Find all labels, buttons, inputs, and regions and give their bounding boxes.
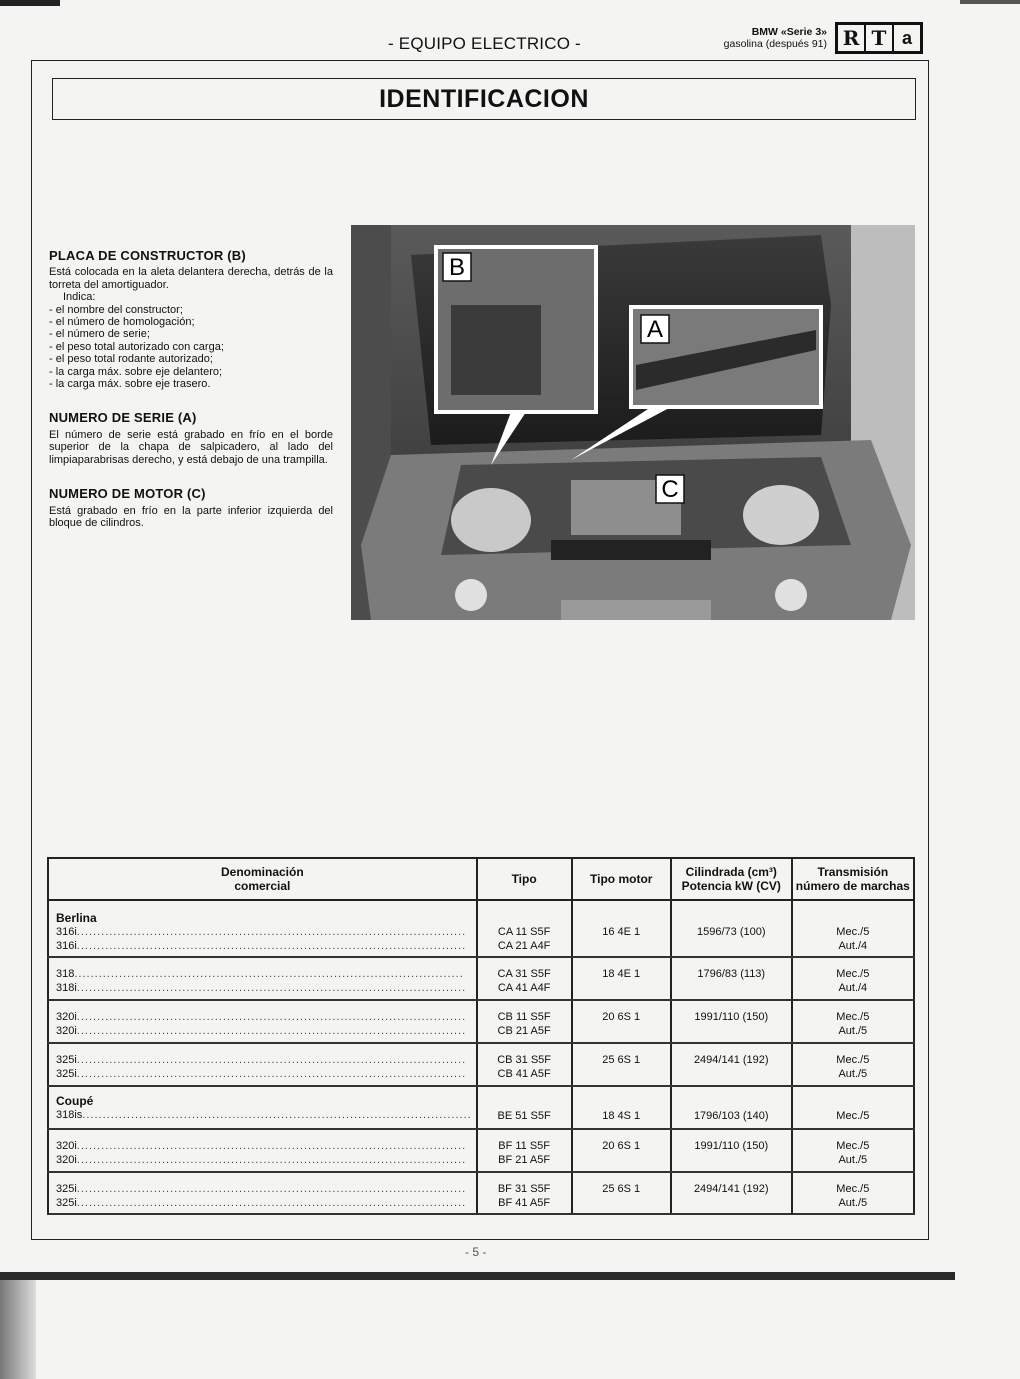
section-paragraph: El número de serie está grabado en frío en el borde superior de la chapa de salpicadero, al lado del limpiaparabrisas derecho, y está debajo de una trampilla. xyxy=(49,428,333,466)
page-number: - 5 - xyxy=(465,1245,487,1259)
scan-edge-top xyxy=(0,0,60,6)
indica-label: Indica: xyxy=(63,291,96,304)
photo-label-b: B xyxy=(448,254,466,281)
table-row: 325i ..... 325i ..... BF 31 S5F BF 41 A5F 25 6S 1 2494/141 (192) Mec./5 Aut./5 xyxy=(48,1172,914,1214)
photo-label-a: A xyxy=(646,316,664,343)
section-heading: NUMERO DE SERIE (A) xyxy=(49,410,197,426)
col-header: Denominación comercial xyxy=(48,858,477,900)
section-heading: NUMERO DE MOTOR (C) xyxy=(49,486,206,502)
logo-letter: R xyxy=(838,25,866,51)
model-label xyxy=(685,26,827,50)
table-header-row xyxy=(48,858,914,900)
group-title: Berlina xyxy=(56,911,97,925)
model-title: BMW «Serie 3» xyxy=(751,26,827,38)
identification-table-wrap xyxy=(47,857,915,1211)
logo-letter: a xyxy=(901,27,912,48)
photo-label-c: C xyxy=(661,476,679,503)
col-header: Cilindrada (cm³) Potencia kW (CV) xyxy=(671,858,792,900)
table-row: 320i ..... 320i ..... BF 11 S5F BF 21 A5F 20 6S 1 1991/110 (150) Mec./5 Aut./5 xyxy=(48,1129,914,1172)
model-subtitle: gasolina (después 91) xyxy=(723,38,827,50)
table-row: 325i ..... 325i ..... CB 31 S5F CB 41 A5F 25 6S 1 2494/141 (192) Mec./5 Aut./5 xyxy=(48,1043,914,1086)
table-row: Coupé 318is ..... BE 51 S5F 18 4S 1 1796/103 (140) Mec./5 xyxy=(48,1086,914,1129)
section-header: - EQUIPO ELECTRICO - xyxy=(388,34,581,53)
list-item: - el peso total autorizado con carga; xyxy=(49,340,224,353)
scan-edge-bottom xyxy=(0,1272,955,1280)
list-item: - el número de serie; xyxy=(49,328,150,341)
list-item: - la carga máx. sobre eje delantero; xyxy=(49,365,223,378)
engine-bay-photo xyxy=(351,225,915,620)
section-heading: PLACA DE CONSTRUCTOR (B) xyxy=(49,248,246,263)
group-title: Coupé xyxy=(56,1094,94,1108)
list-item: - el número de homologación; xyxy=(49,316,195,329)
list-item: - el nombre del constructor; xyxy=(49,303,183,316)
table-row: 318 ..... 318i ..... CA 31 S5F CA 41 A4F 18 4E 1 1796/83 (113) Mec./5 Aut./4 xyxy=(48,957,914,1000)
placa-list xyxy=(49,304,333,391)
col-header: Tipo xyxy=(477,858,572,900)
section-serie xyxy=(49,412,333,466)
col-header: Tipo motor xyxy=(572,858,671,900)
logo-letter: T xyxy=(866,25,894,51)
section-placa xyxy=(49,250,333,390)
identification-text xyxy=(49,250,333,551)
identification-table xyxy=(47,857,915,1215)
table-row: Berlina 316i ..... 316i ..... CA 11 S5F CA 21 A4F 16 4E 1 1596/73 (100) Mec./5 Aut./4 xyxy=(48,900,914,957)
scan-edge-right xyxy=(960,0,1020,4)
table-row: 320i ..... 320i ..... CB 11 S5F CB 21 A5F 20 6S 1 1991/110 (150) Mec./5 Aut./5 xyxy=(48,1000,914,1043)
list-item: - el peso total rodante autorizado; xyxy=(49,353,213,366)
list-item: - la carga máx. sobre eje trasero. xyxy=(49,378,211,391)
page-title: IDENTIFICACION xyxy=(52,78,916,120)
section-motor xyxy=(49,488,333,529)
section-paragraph: Está grabado en frío en la parte inferior izquierda del bloque de cilindros. xyxy=(49,504,333,529)
section-paragraph: Está colocada en la aleta delantera derecha, detrás de la torreta del amortiguador. xyxy=(49,266,333,291)
rta-logo xyxy=(835,22,923,54)
col-header: Transmisión número de marchas xyxy=(792,858,914,900)
scan-shadow xyxy=(0,1280,36,1379)
